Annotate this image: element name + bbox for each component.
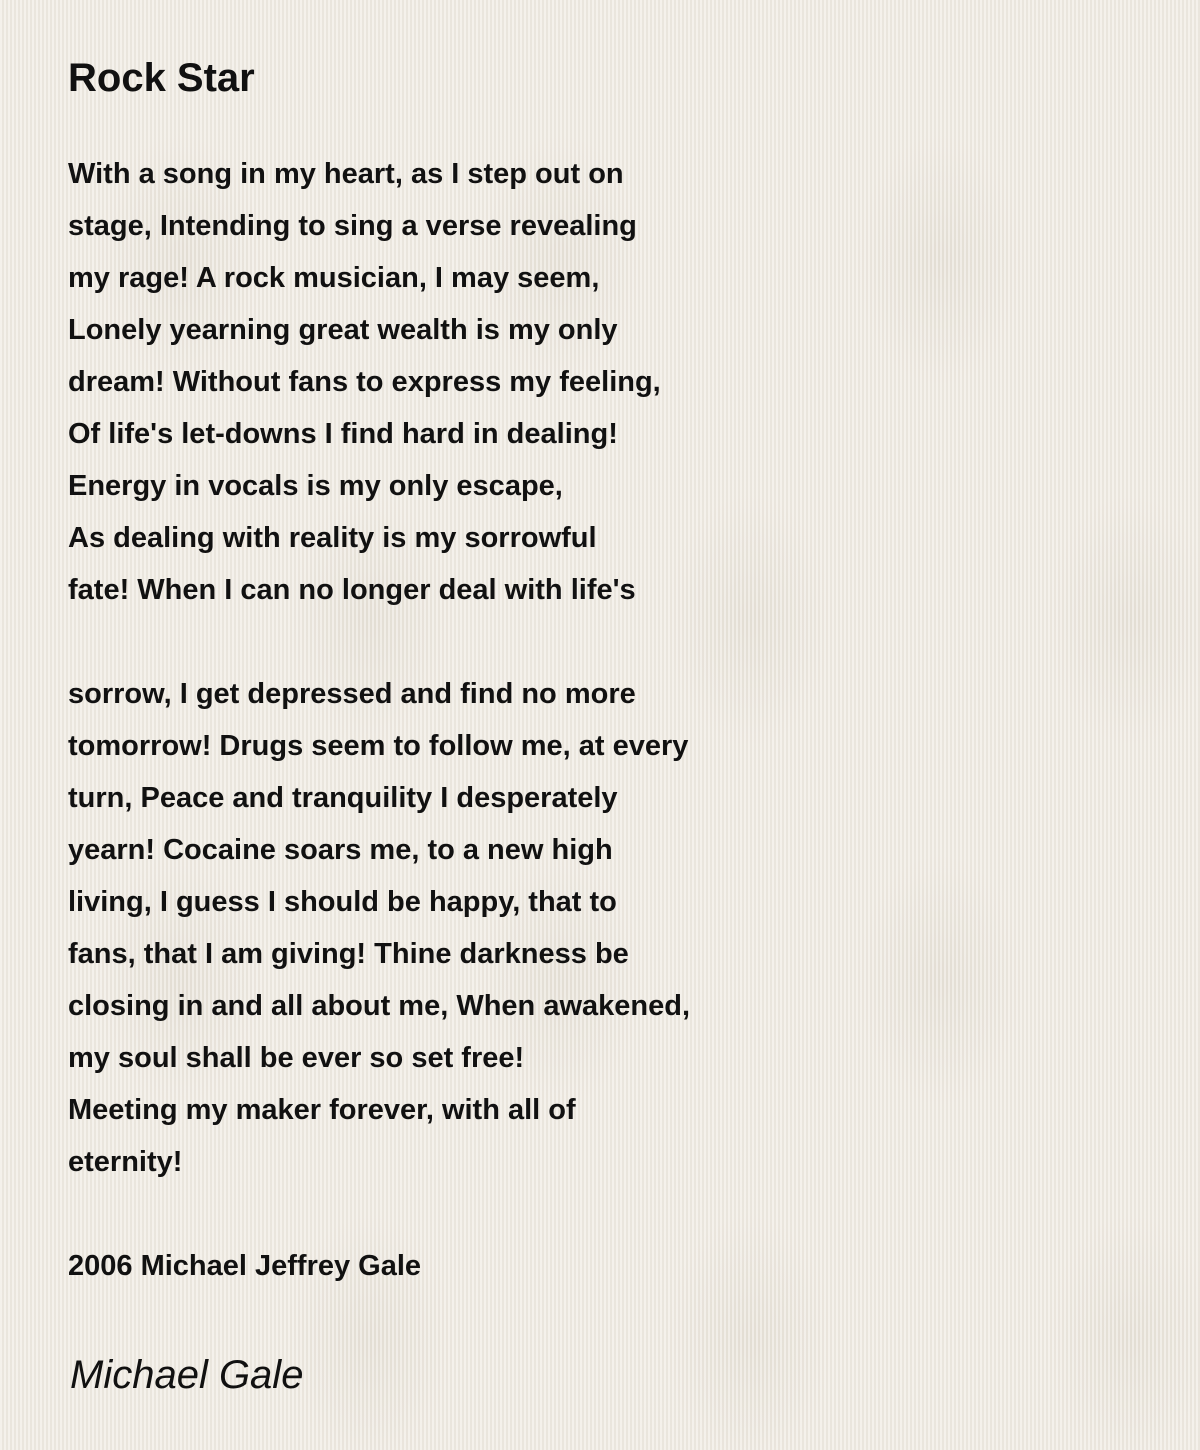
poem-line: tomorrow! Drugs seem to follow me, at every — [68, 730, 689, 762]
poem-copyright: 2006 Michael Jeffrey Gale — [68, 1250, 422, 1282]
poem-author: Michael Gale — [70, 1353, 304, 1397]
poem-line: With a song in my heart, as I step out on — [68, 158, 624, 190]
poem-stanza-2 — [68, 668, 690, 1188]
poem-line: living, I guess I should be happy, that to — [68, 886, 617, 918]
poem-line: stage, Intending to sing a verse revealing — [68, 210, 637, 242]
poem-line: Of life's let-downs I find hard in dealing! — [68, 418, 618, 450]
poem-stanza-1 — [68, 148, 661, 616]
poem-line: Energy in vocals is my only escape, — [68, 470, 563, 502]
poem-line: Lonely yearning great wealth is my only — [68, 314, 618, 346]
poem-line: my rage! A rock musician, I may seem, — [68, 262, 600, 294]
poem-line: yearn! Cocaine soars me, to a new high — [68, 834, 613, 866]
poem-line: my soul shall be ever so set free! — [68, 1042, 525, 1074]
poem-line: sorrow, I get depressed and find no more — [68, 678, 636, 710]
poem-line: As dealing with reality is my sorrowful — [68, 522, 597, 554]
poem-line: fans, that I am giving! Thine darkness be — [68, 938, 629, 970]
poem-line: fate! When I can no longer deal with life's — [68, 574, 636, 606]
poem-line: eternity! — [68, 1146, 183, 1178]
poem-line: Meeting my maker forever, with all of — [68, 1094, 576, 1126]
poem-line: dream! Without fans to express my feeling, — [68, 366, 661, 398]
poem-title: Rock Star — [68, 56, 255, 100]
poem-line: closing in and all about me, When awakened, — [68, 990, 690, 1022]
poem-line: turn, Peace and tranquility I desperately — [68, 782, 618, 814]
